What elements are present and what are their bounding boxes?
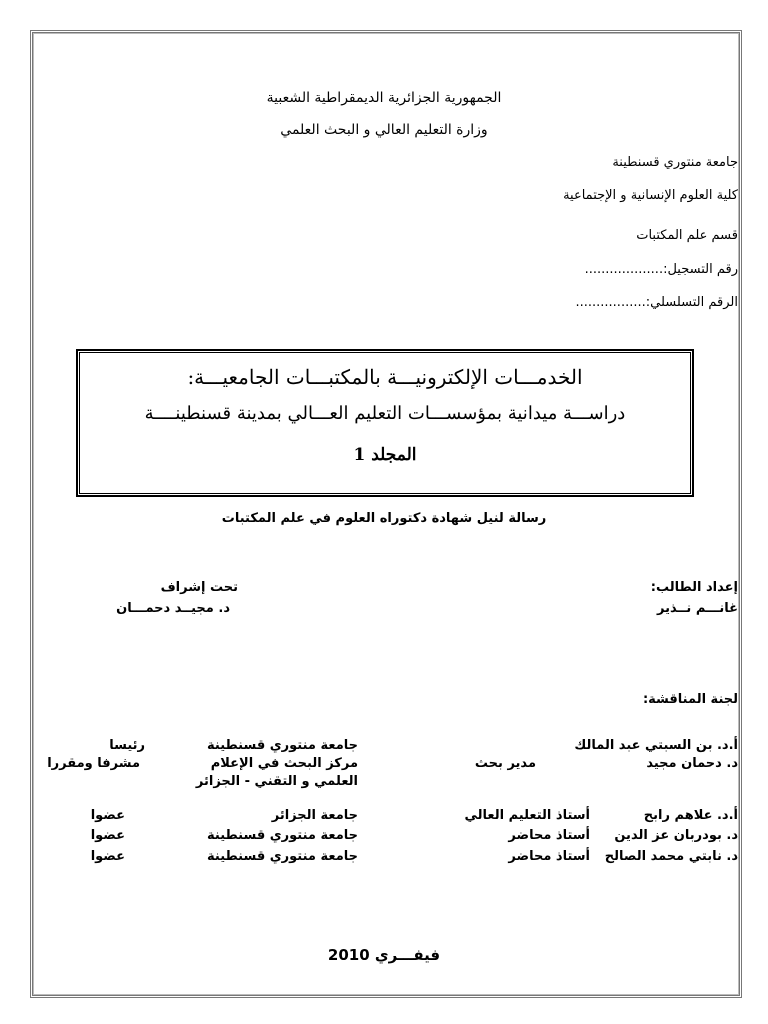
committee-member-role: مشرفا ومقررا	[47, 756, 140, 771]
committee-member-name: أ.د. بن السبتي عبد المالك	[574, 738, 738, 753]
committee-member-name: د. دحمان مجيد	[646, 756, 738, 771]
committee-member-rank: مدير بحث	[474, 756, 536, 771]
committee-member-name: د. نابتي محمد الصالح	[604, 849, 738, 864]
defense-date: فيفـــري 2010	[327, 946, 441, 964]
thesis-title-box	[77, 350, 693, 496]
thesis-statement: رسالة لنيل شهادة دكتوراه العلوم في علم المكتبات	[221, 511, 547, 526]
republic-heading: الجمهورية الجزائرية الديمقراطية الشعبية	[266, 90, 502, 106]
committee-member-role: عضوا	[90, 849, 125, 864]
serial-number: الرقم التسلسلي:.................	[575, 295, 738, 310]
committee-member-institution: جامعة الجزائر	[271, 808, 358, 823]
department-label: قسم علم المكتبات	[636, 228, 738, 243]
committee-member-role: عضوا	[90, 828, 125, 843]
registration-number: رقم التسجيل:...................	[584, 262, 738, 277]
volume-label: المجلد 1	[353, 445, 417, 465]
committee-label: لجنة المناقشة:	[642, 692, 738, 707]
supervisor-label: تحت إشراف	[160, 580, 238, 595]
supervisor-name: د. مجيــد دحمـــان	[116, 601, 230, 616]
committee-member-institution: جامعة منتوري قسنطينة	[207, 828, 358, 843]
committee-member-role: رئيسا	[109, 738, 145, 753]
university-label: جامعة منتوري قسنطينة	[612, 155, 738, 170]
student-label: إعداد الطالب:	[650, 580, 738, 595]
committee-member-name: أ.د. علاهم رابح	[643, 808, 738, 823]
committee-member-role: عضوا	[90, 808, 125, 823]
ministry-heading: وزارة التعليم العالي و البحث العلمي	[280, 122, 488, 138]
committee-member-institution: جامعة منتوري قسنطينة	[207, 849, 358, 864]
committee-member-rank: أستاذ محاضر	[508, 828, 590, 843]
committee-member-institution: مركز البحث في الإعلام	[210, 756, 358, 771]
committee-member-name: د. بودربان عز الدين	[614, 828, 738, 843]
committee-member-institution: جامعة منتوري قسنطينة	[207, 738, 358, 753]
thesis-title-line1: الخدمـــات الإلكترونيـــة بالمكتبـــات الجامعيـــة:	[187, 365, 583, 389]
committee-member-rank: أستاذ التعليم العالي	[464, 808, 590, 823]
thesis-title-line2: دراســـة ميدانية بمؤسســـات التعليم العـــالي بمدينة قسنطينــــة	[144, 403, 626, 424]
faculty-label: كلية العلوم الإنسانية و الإجتماعية	[563, 188, 738, 203]
committee-member-rank: أستاذ محاضر	[508, 849, 590, 864]
student-name: غانـــم نــذير	[657, 601, 738, 616]
committee-member-institution-line2: العلمي و التقني - الجزائر	[195, 774, 358, 789]
